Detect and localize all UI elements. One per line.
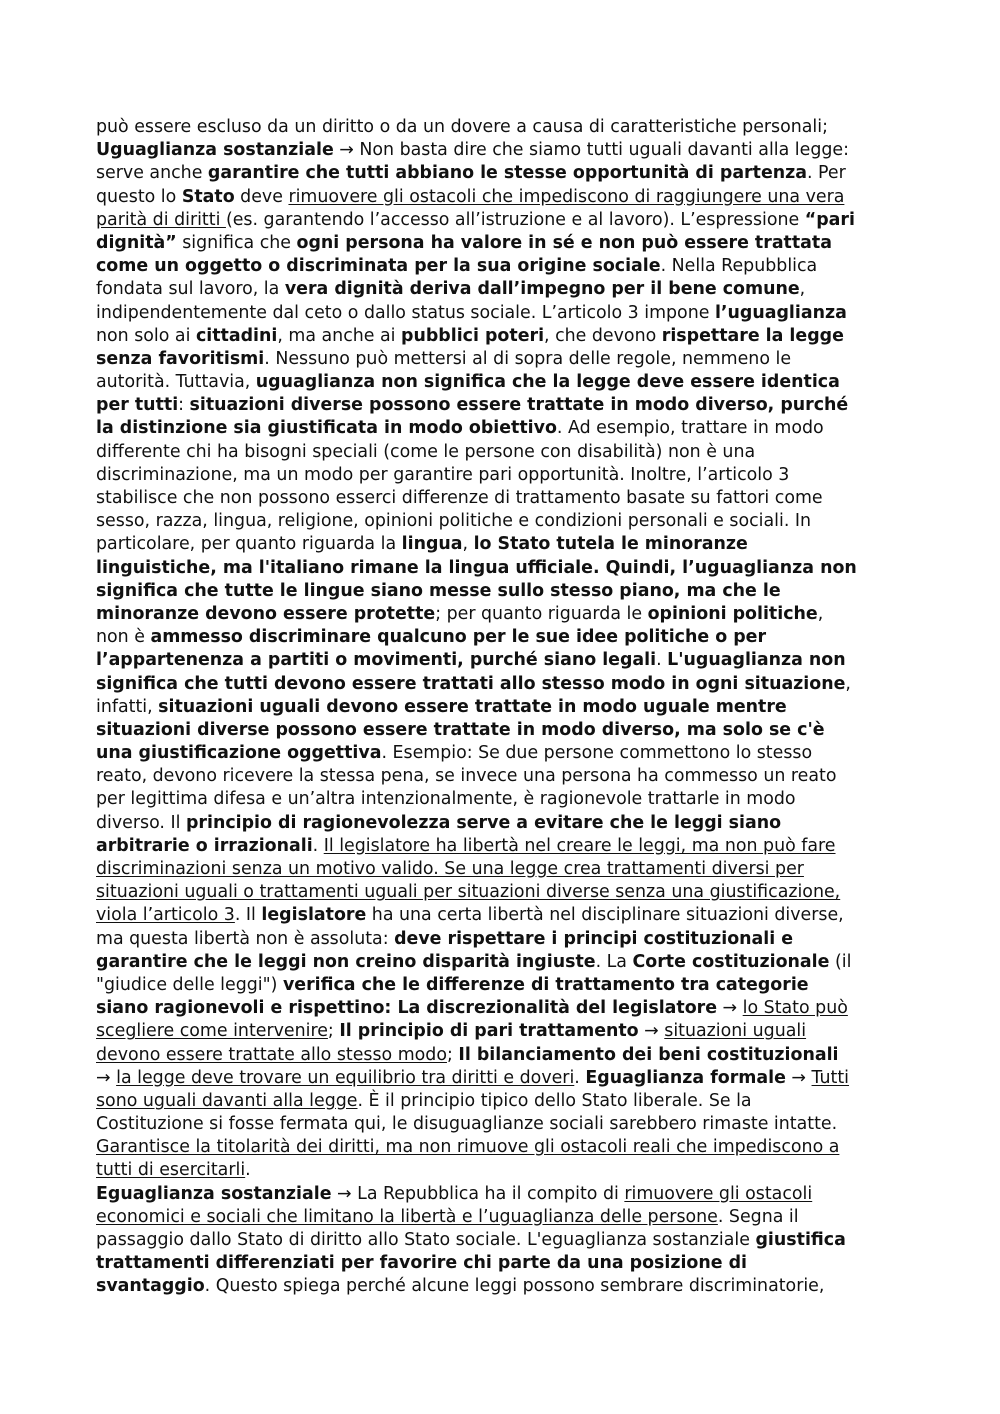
- bold-text: situazioni diverse possono essere trattate in modo diverso, purché: [189, 395, 849, 416]
- text-run: ; per quanto riguarda le: [435, 603, 648, 624]
- text-run: .: [245, 1160, 251, 1181]
- underlined-text: la legge deve trovare un equilibrio tra diritti e doveri: [116, 1067, 575, 1088]
- text-line: [96, 162, 911, 185]
- text-run: diverso. Il: [96, 812, 186, 833]
- text-line: [96, 302, 911, 325]
- text-line: [96, 371, 911, 394]
- text-line: [96, 1252, 911, 1275]
- bold-text: principio di ragionevolezza serve a evitare che le leggi siano: [185, 812, 782, 833]
- text-line: [96, 1020, 911, 1043]
- text-line: [96, 348, 911, 371]
- paragraph: [96, 1183, 911, 1299]
- bold-text: uguaglianza non significa che la legge deve essere identica: [255, 372, 840, 393]
- bold-text: significa che tutte le lingue siano messe sullo stesso piano, ma che le: [96, 580, 781, 601]
- text-line: [96, 510, 911, 533]
- text-run: . Ad esempio, trattare in modo: [556, 418, 824, 439]
- text-line: [96, 417, 911, 440]
- text-line: [96, 441, 911, 464]
- text-line: [96, 673, 911, 696]
- text-line: [96, 580, 911, 603]
- bold-text: Il principio di pari trattamento: [339, 1021, 639, 1042]
- text-run: (es. garantendo l’accesso all’istruzione e al lavoro). L’espressione: [225, 209, 805, 230]
- text-run: significa che: [176, 232, 297, 253]
- text-run: stabilisce che non possono esserci differenze di trattamento basate su fattori come: [96, 488, 823, 508]
- text-run: non è: [96, 627, 151, 648]
- underlined-text: discriminazioni senza un motivo valido. Se una legge crea trattamenti diversi per: [96, 859, 804, 879]
- underlined-text: parità di diritti: [96, 209, 226, 230]
- text-line: [96, 858, 911, 881]
- text-line: [96, 719, 911, 742]
- text-run: → La Repubblica ha il compito di: [331, 1183, 625, 1204]
- text-run: →: [96, 1067, 117, 1088]
- text-line: [96, 812, 911, 835]
- text-line: [96, 278, 911, 301]
- bold-text: l’uguaglianza: [714, 302, 847, 323]
- bold-text: Il bilanciamento dei beni costituzionali: [458, 1044, 839, 1065]
- bold-text: garantire che tutti abbiano le stesse opportunità di partenza: [207, 163, 807, 184]
- text-line: [96, 533, 911, 556]
- bold-text: giustifica: [755, 1230, 846, 1250]
- text-line: [96, 1183, 911, 1206]
- bold-text: linguistiche, ma l'italiano rimane la lingua ufficiale. Quindi, l’uguaglianza non: [96, 557, 857, 578]
- text-run: ha una certa libertà nel disciplinare situazioni diverse,: [366, 905, 844, 926]
- text-line: [96, 1044, 911, 1067]
- text-run: → Non basta dire che siamo tutti uguali davanti alla legge:: [333, 140, 849, 161]
- bold-text: lingua: [401, 534, 463, 555]
- bold-text: situazioni diverse possono essere trattate in modo diverso, ma solo se c'è: [96, 719, 825, 740]
- text-line: [96, 394, 911, 417]
- underlined-text: Tutti: [811, 1067, 850, 1088]
- text-run: , che devono: [544, 325, 662, 346]
- underlined-text: devono essere trattate allo stesso modo: [96, 1044, 447, 1065]
- text-line: [96, 557, 911, 580]
- text-run: particolare, per quanto riguarda la: [96, 534, 402, 555]
- bold-text: Eguaglianza formale: [585, 1067, 786, 1088]
- text-run: sesso, razza, lingua, religione, opinioni politiche e condizioni personali e sociali. In: [96, 511, 812, 532]
- text-line: [96, 1206, 911, 1229]
- text-line: [96, 232, 911, 255]
- bold-text: “pari: [804, 209, 855, 230]
- bold-text: situazioni uguali devono essere trattate in modo uguale mentre: [158, 696, 787, 717]
- text-line: [96, 765, 911, 788]
- text-line: [96, 1067, 911, 1090]
- text-line: [96, 325, 911, 348]
- text-run: non solo ai: [96, 325, 196, 346]
- text-run: . È il principio tipico dello Stato liberale. Se la: [357, 1090, 752, 1111]
- text-run: serve anche: [96, 163, 208, 184]
- text-line: [96, 1159, 911, 1182]
- text-run: ma questa libertà non è assoluta:: [96, 928, 395, 949]
- text-line: [96, 1090, 911, 1113]
- text-run: infatti,: [96, 696, 159, 717]
- underlined-text: Il legislatore ha libertà nel creare le leggi, ma non può fare: [323, 835, 836, 856]
- underlined-text: economici e sociali che limitano la libertà e l’uguaglianza delle persone: [96, 1206, 718, 1227]
- underlined-text: lo Stato può: [742, 998, 848, 1019]
- text-run: reato, devono ricevere la stessa pena, se invece una persona ha commesso un reato: [96, 766, 837, 787]
- bold-text: vera dignità deriva dall’impegno per il bene comune: [284, 279, 800, 300]
- bold-text: significa che tutti devono essere trattati allo stesso modo in ogni situazione: [96, 673, 846, 694]
- bold-text: rispettare la legge: [661, 325, 844, 346]
- bold-text: legislatore: [261, 905, 367, 926]
- bold-text: arbitrarie o irrazionali: [96, 835, 313, 856]
- text-run: .: [574, 1067, 586, 1088]
- underlined-text: viola l’articolo 3: [96, 905, 235, 926]
- bold-text: Uguaglianza sostanziale: [96, 140, 334, 161]
- text-line: [96, 603, 911, 626]
- text-run: differente chi ha bisogni speciali (come le persone con disabilità) non è una: [96, 441, 756, 462]
- text-run: deve: [234, 186, 289, 207]
- bold-text: deve rispettare i principi costituzionali e: [394, 928, 794, 949]
- text-run: questo lo: [96, 186, 182, 207]
- text-line: [96, 139, 911, 162]
- bold-text: verifica che le differenze di trattamento tra categorie: [282, 974, 809, 995]
- underlined-text: situazioni uguali o trattamenti uguali per situazioni diverse senza una giustificazione,: [96, 882, 841, 903]
- text-line: [96, 951, 911, 974]
- text-line: [96, 1136, 911, 1159]
- bold-text: per tutti: [96, 395, 179, 416]
- text-run: per legittima difesa e un’altra intenzionalmente, è ragionevole trattarle in modo: [96, 789, 796, 810]
- bold-text: una giustificazione oggettiva: [96, 743, 382, 764]
- text-run: . Per: [806, 163, 846, 184]
- text-line: [96, 626, 911, 649]
- text-run: . Il: [234, 905, 262, 926]
- underlined-text: scegliere come intervenire: [96, 1021, 328, 1042]
- bold-text: lo Stato tutela le minoranze: [473, 534, 748, 555]
- underlined-text: rimuovere gli ostacoli che impediscono di raggiungere una vera: [288, 186, 845, 207]
- text-line: [96, 464, 911, 487]
- text-line: [96, 788, 911, 811]
- bold-text: Corte costituzionale: [632, 951, 830, 972]
- bold-text: Stato: [181, 186, 235, 207]
- text-run: . La: [595, 951, 633, 972]
- text-run: indipendentemente dal ceto o dallo status sociale. L’articolo 3 impone: [96, 302, 715, 323]
- text-run: Costituzione si fosse fermata qui, le disuguaglianze sociali sarebbero rimaste intatte.: [96, 1114, 838, 1135]
- bold-text: pubblici poteri: [401, 325, 545, 346]
- text-line: [96, 904, 911, 927]
- bold-text: Eguaglianza sostanziale: [96, 1183, 332, 1204]
- underlined-text: rimuovere gli ostacoli: [624, 1183, 813, 1204]
- text-line: [96, 1275, 911, 1298]
- bold-text: cittadini: [195, 325, 278, 346]
- text-line: [96, 209, 911, 232]
- text-line: [96, 1229, 911, 1252]
- text-run: . Segna il: [717, 1206, 799, 1227]
- text-run: →: [717, 998, 743, 1019]
- text-run: →: [785, 1067, 812, 1088]
- underlined-text: tutti di esercitarli: [96, 1160, 246, 1181]
- text-line: [96, 649, 911, 672]
- bold-text: garantire che le leggi non creino disparità ingiuste: [96, 951, 596, 972]
- text-line: [96, 835, 911, 858]
- text-run: . Questo spiega perché alcune leggi possono sembrare discriminatorie,: [204, 1276, 825, 1297]
- text-run: . Nella Repubblica: [660, 256, 818, 277]
- text-line: [96, 1113, 911, 1136]
- text-run: . Esempio: Se due persone commettono lo stesso: [381, 743, 813, 764]
- underlined-text: situazioni uguali: [664, 1021, 807, 1042]
- bold-text: ammesso discriminare qualcuno per le sue idee politiche o per: [150, 627, 767, 648]
- text-line: [96, 696, 911, 719]
- bold-text: l’appartenenza a partiti o movimenti, purché siano legali: [96, 650, 657, 671]
- bold-text: senza favoritismi: [96, 348, 265, 369]
- text-line: [96, 928, 911, 951]
- bold-text: minoranze devono essere protette: [96, 603, 436, 624]
- bold-text: L'uguaglianza non: [667, 650, 846, 671]
- bold-text: come un oggetto o discriminata per la sua origine sociale: [96, 256, 661, 277]
- bold-text: dignità”: [96, 232, 177, 253]
- text-run: →: [638, 1021, 665, 1042]
- text-line: [96, 881, 911, 904]
- text-run: ;: [446, 1044, 459, 1065]
- text-run: autorità. Tuttavia,: [96, 372, 256, 393]
- text-run: , ma anche ai: [277, 325, 402, 346]
- document-body-text: [96, 116, 911, 1299]
- text-line: [96, 255, 911, 278]
- bold-text: svantaggio: [96, 1276, 205, 1297]
- text-run: ,: [817, 603, 824, 624]
- text-run: .: [312, 835, 324, 856]
- text-line: [96, 997, 911, 1020]
- text-run: ;: [327, 1021, 340, 1042]
- text-run: :: [178, 395, 190, 416]
- underlined-text: Garantisce la titolarità dei diritti, ma non rimuove gli ostacoli reali che impediscono a: [96, 1137, 840, 1158]
- bold-text: opinioni politiche: [647, 603, 818, 624]
- bold-text: siano ragionevoli e rispettino: La discrezionalità del legislatore: [96, 998, 718, 1019]
- bold-text: ogni persona ha valore in sé e non può essere trattata: [296, 232, 832, 253]
- text-run: ,: [845, 673, 851, 694]
- text-line: [96, 186, 911, 209]
- text-run: passaggio dallo Stato di diritto allo Stato sociale. L'eguaglianza sostanziale: [96, 1230, 756, 1250]
- text-run: discriminazione, ma un modo per garantire pari opportunità. Inoltre, l’articolo 3: [96, 464, 790, 485]
- text-line: [96, 974, 911, 997]
- text-run: (il: [829, 951, 852, 972]
- text-run: . Nessuno può mettersi al di sopra delle regole, nemmeno le: [264, 348, 792, 369]
- text-run: fondata sul lavoro, la: [96, 279, 285, 300]
- underlined-text: sono uguali davanti alla legge: [96, 1090, 358, 1111]
- text-run: può essere escluso da un diritto o da un dovere a causa di caratteristiche personali;: [96, 117, 828, 137]
- text-line: [96, 116, 911, 139]
- text-run: ,: [462, 534, 474, 555]
- text-run: "giudice delle leggi"): [96, 974, 283, 995]
- text-run: ,: [799, 279, 806, 300]
- text-line: [96, 742, 911, 765]
- text-line: [96, 487, 911, 510]
- paragraph: [96, 116, 911, 1183]
- bold-text: la distinzione sia giustificata in modo obiettivo: [96, 418, 557, 439]
- text-run: .: [656, 650, 668, 671]
- bold-text: trattamenti differenziati per favorire chi parte da una posizione di: [96, 1253, 748, 1274]
